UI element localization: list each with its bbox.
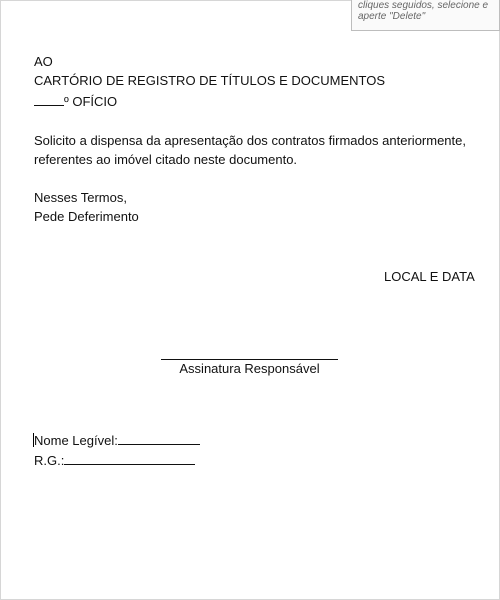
rg-label: R.G.: (34, 453, 65, 468)
request-paragraph[interactable]: Solicito a dispensa da apresentação dos contratos firmados anteriormente, referentes ao imóvel citado neste documento. (34, 133, 466, 167)
signature-line (161, 359, 338, 360)
office-number-blank[interactable] (34, 93, 64, 106)
recipient-office-name[interactable]: CARTÓRIO DE REGISTRO DE TÍTULOS E DOCUMENTOS (34, 73, 386, 88)
closing-line-1[interactable]: Nesses Termos, (34, 190, 127, 205)
comment-balloon[interactable] (351, 0, 500, 31)
name-blank[interactable] (118, 432, 200, 445)
comment-line-2: aperte "Delete" (358, 11, 426, 22)
rg-field[interactable] (34, 452, 195, 469)
name-label: Nome Legível: (34, 433, 118, 448)
closing-line-2[interactable]: Pede Deferimento (34, 209, 139, 224)
recipient-to[interactable]: AO (34, 54, 53, 69)
rg-blank[interactable] (64, 452, 195, 465)
recipient-office-number[interactable] (34, 93, 117, 110)
office-number-suffix: º OFÍCIO (64, 94, 118, 109)
signature-label[interactable]: Assinatura Responsável (179, 361, 320, 376)
place-and-date[interactable]: LOCAL E DATA (384, 269, 475, 284)
name-field[interactable] (34, 432, 200, 449)
comment-line-1: cliques seguidos, selecione e (358, 0, 489, 11)
